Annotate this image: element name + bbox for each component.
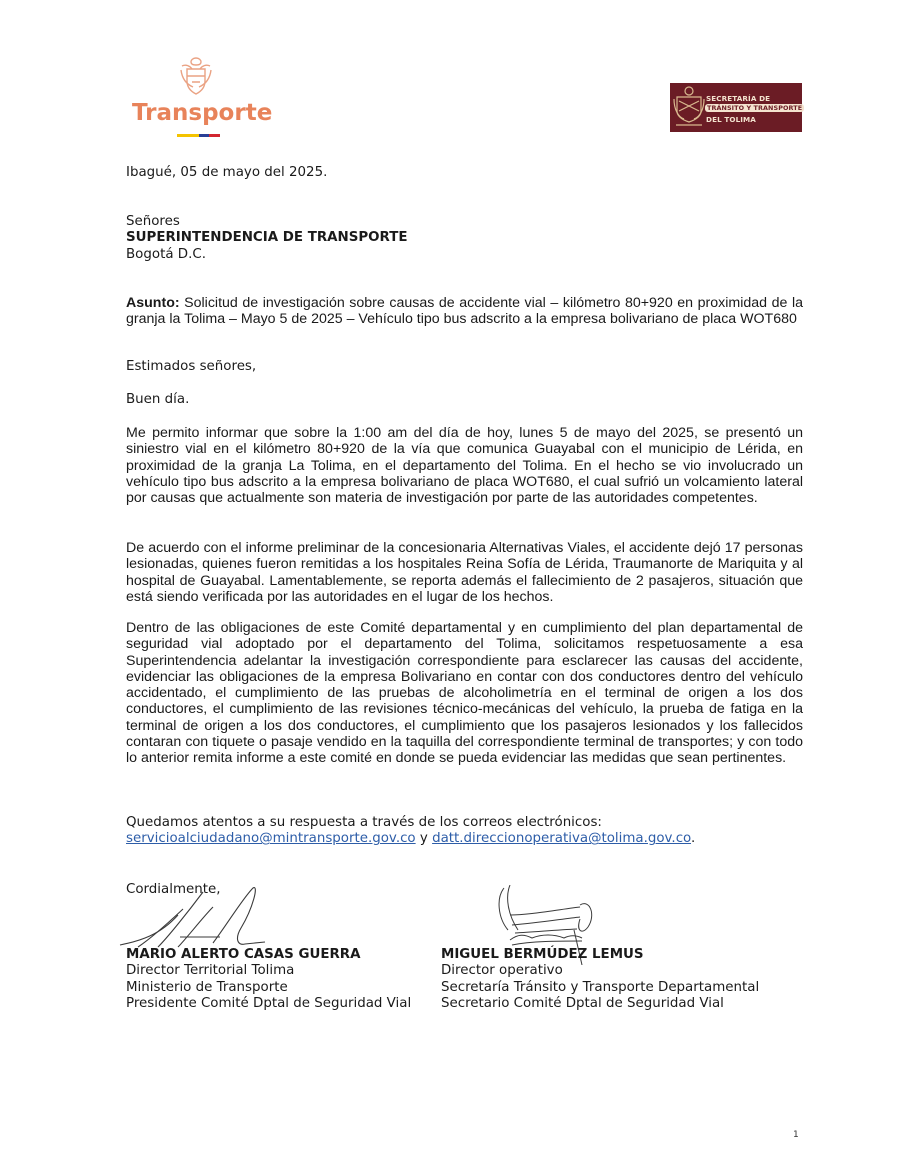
contact-emails <box>126 831 806 847</box>
transporte-logo <box>128 56 273 146</box>
signatory-2-role: Secretario Comité Dptal de Seguridad Vial <box>441 995 724 1011</box>
logo-line-1: SECRETARÍA DE <box>706 94 771 103</box>
tolima-secretaria-logo <box>670 83 802 132</box>
colombia-flag-stripe <box>177 134 220 137</box>
subject-label: Asunto: <box>126 295 180 311</box>
recipient-block <box>126 214 408 263</box>
closing: Cordialmente, <box>126 882 221 897</box>
contact-block <box>126 815 806 848</box>
coat-of-arms-icon <box>176 56 216 98</box>
signatory-1 <box>126 947 411 1012</box>
signatory-1-entity: Ministerio de Transporte <box>126 979 288 995</box>
email-connector: y <box>415 831 433 847</box>
signatory-2-name: MIGUEL BERMÚDEZ LEMUS <box>441 947 644 962</box>
greeting: Estimados señores, <box>126 359 257 374</box>
signatory-2-title: Director operativo <box>441 963 563 979</box>
signatory-1-role: Presidente Comité Dptal de Seguridad Vial <box>126 995 412 1011</box>
transporte-wordmark: Transporte <box>132 100 273 126</box>
email-link-tolima[interactable]: datt.direccionoperativa@tolima.gov.co <box>432 831 692 847</box>
recipient-organization: SUPERINTENDENCIA DE TRANSPORTE <box>126 230 408 246</box>
signatory-2 <box>441 947 759 1012</box>
signature-1-icon <box>118 885 298 955</box>
logo-line-2: TRÁNSITO Y TRANSPORTE <box>707 104 803 112</box>
signatory-1-title: Director Territorial Tolima <box>126 963 295 979</box>
tolima-seal-icon <box>672 85 706 130</box>
recipient-city: Bogotá D.C. <box>126 246 206 262</box>
subject-text: Solicitud de investigación sobre causas de accidente vial – kilómetro 80+920 en proximidad de la granja la Tolima – Mayo 5 de 2025 – Vehículo tipo bus adscrito a la empresa bolivariano de placa WOT680 <box>126 295 803 328</box>
body-paragraph-1: Me permito informar que sobre la 1:00 am del día de hoy, lunes 5 de mayo del 2025, se presentó un siniestro vial en el kilómetro 80+920 de la vía que comunica Guayabal con el municipio de Lérida, en proximidad de la granja La Tolima, en el departamento del Tolima. En el hecho se vio involucrado un vehículo tipo bus adscrito a la empresa bolivariano de placa WOT680, el cual sufrió un volcamiento lateral por causas que actualmente son materia de investigación por parte de las autoridades competentes. <box>126 425 803 507</box>
body-paragraph-2: De acuerdo con el informe preliminar de la concesionaria Alternativas Viales, el accidente dejó 17 personas lesionadas, quienes fueron remitidas a los hospitales Reina Sofía de Lérida, Traumanorte de Mariquita y al hospital de Guayabal. Lamentablemente, se reporta además el fallecimiento de 2 pasajeros, situación que está siendo verificada por las autoridades en el lugar de los hechos. <box>126 540 803 605</box>
logo-line-3: DEL TOLIMA <box>706 115 756 124</box>
signatory-1-name: MARIO ALERTO CASAS GUERRA <box>126 947 361 962</box>
subject-line <box>126 295 803 328</box>
opening: Buen día. <box>126 392 190 407</box>
recipient-salutation: Señores <box>126 214 180 229</box>
email-link-mintransporte[interactable]: servicioalciudadano@mintransporte.gov.co <box>126 831 416 847</box>
place-date: Ibagué, 05 de mayo del 2025. <box>126 165 328 180</box>
page-number: 1 <box>793 1130 799 1140</box>
body-paragraph-3: Dentro de las obligaciones de este Comité departamental y en cumplimiento del plan departamental de seguridad vial adoptado por el departamento del Tolima, solicitamos respetuosamente a esa Superintendencia adelantar la investigación correspondiente para esclarecer las causas del accidente, evidenciar las obligaciones de la empresa Bolivariano en contar con dos conductores dentro del vehículo accidentado, el cumplimiento de las pruebas de alcoholimetría en el terminal de origen a los dos conductores, el cumplimiento de las revisiones técnico-mecánicas del vehículo, la prueba de fatiga en la terminal de origen a los dos conductores, el cumplimiento que los pasajeros lesionados y los fallecidos contaran con tiquete o pasaje vendido en la taquilla del correspondiente terminal de transportes; y con todo lo anterior remita informe a este comité en donde se pueda evidenciar las medidas que sean pertinentes. <box>126 620 803 767</box>
email-end: . <box>691 831 696 847</box>
signatory-2-entity: Secretaría Tránsito y Transporte Departamental <box>441 979 760 995</box>
contact-intro: Quedamos atentos a su respuesta a través de los correos electrónicos: <box>126 815 602 830</box>
